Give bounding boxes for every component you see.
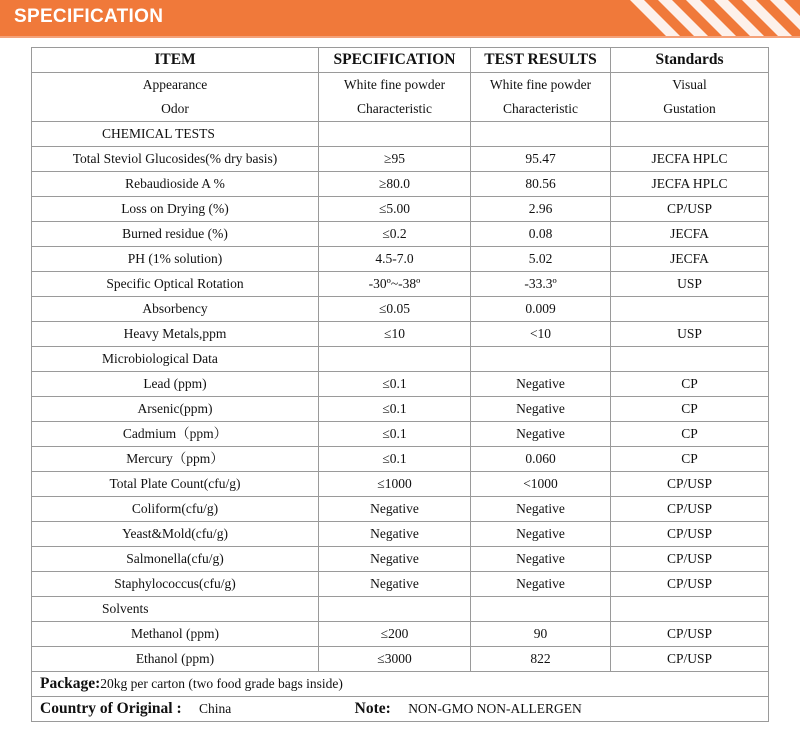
spec-cell: Negative [319, 497, 471, 522]
column-header: ITEM [32, 48, 319, 73]
item-cell [32, 73, 319, 122]
standard-appearance: Visual [672, 77, 707, 92]
standard-cell: USP [611, 272, 769, 297]
result-cell: Negative [471, 397, 611, 422]
standard-cell: JECFA HPLC [611, 147, 769, 172]
note-block [355, 697, 582, 721]
item-cell: Total Plate Count(cfu/g) [32, 472, 319, 497]
item-cell: Lead (ppm) [32, 372, 319, 397]
table-row [32, 572, 769, 597]
spec-cell: ≤0.1 [319, 372, 471, 397]
table-body [32, 73, 769, 672]
spec-cell: -30º~-38º [319, 272, 471, 297]
table-row [32, 647, 769, 672]
table-header-row [32, 48, 769, 73]
section-title: Solvents [32, 597, 319, 622]
item-cell: Staphylococcus(cfu/g) [32, 572, 319, 597]
section-header-row [32, 347, 769, 372]
result-cell: -33.3º [471, 272, 611, 297]
result-cell: <1000 [471, 472, 611, 497]
spec-cell: ≤10 [319, 322, 471, 347]
note-label: Note: [354, 700, 391, 717]
spec-cell: ≤200 [319, 622, 471, 647]
standard-cell: CP [611, 397, 769, 422]
empty-cell [471, 347, 611, 372]
spec-cell: ≤0.1 [319, 447, 471, 472]
spec-cell: 4.5-7.0 [319, 247, 471, 272]
result-cell: <10 [471, 322, 611, 347]
spec-cell: ≥80.0 [319, 172, 471, 197]
standard-cell: JECFA [611, 247, 769, 272]
table-row [32, 372, 769, 397]
item-odor: Odor [161, 101, 189, 116]
table-row [32, 147, 769, 172]
standard-cell: CP [611, 422, 769, 447]
stripes-decoration [610, 0, 800, 36]
country-label: Country of Original : [40, 700, 182, 717]
spec-cell: ≤0.1 [319, 422, 471, 447]
standard-cell: CP/USP [611, 497, 769, 522]
section-header-row [32, 122, 769, 147]
result-cell: 80.56 [471, 172, 611, 197]
standard-cell: JECFA [611, 222, 769, 247]
header-banner [0, 0, 800, 36]
standard-cell: CP/USP [611, 572, 769, 597]
item-cell: Cadmium（ppm） [32, 422, 319, 447]
package-row [32, 672, 769, 697]
spec-cell: ≥95 [319, 147, 471, 172]
item-cell: Specific Optical Rotation [32, 272, 319, 297]
standard-cell: CP/USP [611, 622, 769, 647]
result-cell [471, 73, 611, 122]
empty-cell [319, 597, 471, 622]
result-cell: 95.47 [471, 147, 611, 172]
section-title: Microbiological Data [32, 347, 319, 372]
header-rule [0, 36, 800, 38]
spec-odor: Characteristic [357, 101, 432, 116]
result-odor: Characteristic [503, 101, 578, 116]
standard-cell: CP [611, 372, 769, 397]
table-row [32, 272, 769, 297]
empty-cell [611, 347, 769, 372]
spec-cell: Negative [319, 572, 471, 597]
table-row [32, 422, 769, 447]
result-cell: 822 [471, 647, 611, 672]
result-cell: 90 [471, 622, 611, 647]
standard-cell: CP/USP [611, 197, 769, 222]
result-cell: Negative [471, 372, 611, 397]
package-value: 20kg per carton (two food grade bags inside) [100, 676, 343, 691]
empty-cell [611, 122, 769, 147]
result-cell: 0.060 [471, 447, 611, 472]
standard-cell: CP/USP [611, 647, 769, 672]
spec-cell: Negative [319, 522, 471, 547]
standard-cell [611, 297, 769, 322]
item-cell: Heavy Metals,ppm [32, 322, 319, 347]
standard-cell: JECFA HPLC [611, 172, 769, 197]
standard-cell: CP/USP [611, 472, 769, 497]
item-cell: Total Steviol Glucosides(% dry basis) [32, 147, 319, 172]
standard-cell: CP/USP [611, 547, 769, 572]
spec-cell: ≤0.05 [319, 297, 471, 322]
spec-cell: ≤1000 [319, 472, 471, 497]
table-row [32, 447, 769, 472]
section-title: CHEMICAL TESTS [32, 122, 319, 147]
note-value: NON-GMO NON-ALLERGEN [408, 701, 582, 716]
table-row [32, 222, 769, 247]
item-cell: Mercury（ppm） [32, 447, 319, 472]
empty-cell [471, 122, 611, 147]
country-row [32, 697, 769, 722]
table-row [32, 297, 769, 322]
table-row [32, 247, 769, 272]
result-appearance: White fine powder [489, 77, 592, 92]
result-cell: 0.009 [471, 297, 611, 322]
result-cell: Negative [471, 497, 611, 522]
spec-cell [319, 73, 471, 122]
item-cell: Salmonella(cfu/g) [32, 547, 319, 572]
spec-cell: ≤0.1 [319, 397, 471, 422]
specification-table [31, 47, 769, 722]
item-cell: Rebaudioside A % [32, 172, 319, 197]
result-cell: 0.08 [471, 222, 611, 247]
standard-odor: Gustation [663, 101, 716, 116]
result-cell: 5.02 [471, 247, 611, 272]
item-cell: Arsenic(ppm) [32, 397, 319, 422]
spec-cell: ≤5.00 [319, 197, 471, 222]
result-cell: Negative [471, 422, 611, 447]
result-cell: Negative [471, 547, 611, 572]
table-row [32, 322, 769, 347]
section-header-row [32, 597, 769, 622]
item-cell: Ethanol (ppm) [32, 647, 319, 672]
spec-cell: ≤3000 [319, 647, 471, 672]
item-appearance: Appearance [142, 77, 208, 92]
empty-cell [319, 122, 471, 147]
standard-cell: USP [611, 322, 769, 347]
spec-cell: Negative [319, 547, 471, 572]
table-row [32, 197, 769, 222]
table-row [32, 472, 769, 497]
spec-cell: ≤0.2 [319, 222, 471, 247]
spec-appearance: White fine powder [343, 77, 446, 92]
header-title: SPECIFICATION [14, 6, 164, 27]
table-row [32, 547, 769, 572]
item-cell: Yeast&Mold(cfu/g) [32, 522, 319, 547]
column-header: SPECIFICATION [319, 48, 471, 73]
table-row [32, 622, 769, 647]
country-value: China [199, 701, 232, 716]
item-cell: Coliform(cfu/g) [32, 497, 319, 522]
standard-cell [611, 73, 769, 122]
column-header: TEST RESULTS [471, 48, 611, 73]
result-cell: 2.96 [471, 197, 611, 222]
table-row [32, 522, 769, 547]
result-cell: Negative [471, 522, 611, 547]
empty-cell [471, 597, 611, 622]
item-cell: Methanol (ppm) [32, 622, 319, 647]
table-row [32, 397, 769, 422]
item-cell: PH (1% solution) [32, 247, 319, 272]
item-cell: Absorbency [32, 297, 319, 322]
result-cell: Negative [471, 572, 611, 597]
table-row [32, 497, 769, 522]
item-cell: Burned residue (%) [32, 222, 319, 247]
standard-cell: CP [611, 447, 769, 472]
standard-cell: CP/USP [611, 522, 769, 547]
package-label: Package: [40, 675, 101, 692]
item-cell: Loss on Drying (%) [32, 197, 319, 222]
column-header: Standards [611, 48, 769, 73]
empty-cell [319, 347, 471, 372]
table-row [32, 73, 769, 122]
package-cell [32, 672, 769, 697]
country-cell [32, 697, 769, 722]
empty-cell [611, 597, 769, 622]
table-row [32, 172, 769, 197]
